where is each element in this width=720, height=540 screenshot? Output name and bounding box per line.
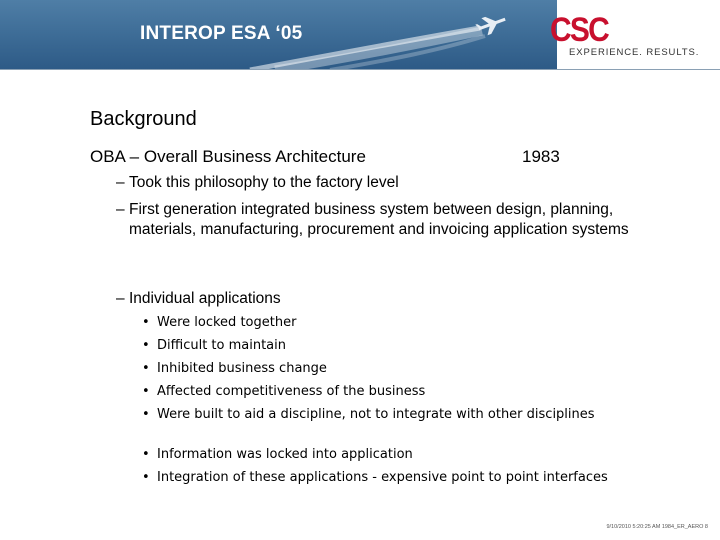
list-item bbox=[142, 383, 622, 400]
list-item bbox=[142, 314, 622, 331]
header-divider bbox=[0, 69, 720, 70]
logo-tagline: EXPERIENCE. RESULTS. bbox=[569, 47, 700, 58]
dash-marker: – bbox=[116, 174, 125, 191]
title-banner bbox=[0, 0, 557, 70]
dash-marker: – bbox=[116, 201, 125, 218]
list-item bbox=[142, 337, 622, 354]
bullet-marker: • bbox=[142, 315, 150, 330]
list-item bbox=[142, 406, 622, 423]
dash-item-text: Took this philosophy to the factory level bbox=[129, 174, 399, 191]
list-item bbox=[142, 446, 622, 463]
presentation-title: INTEROP ESA ‘05 bbox=[140, 23, 303, 44]
dash-item-text: Individual applications bbox=[129, 290, 281, 307]
list-item-text: Inhibited business change bbox=[157, 361, 327, 376]
list-item-text: Information was locked into application bbox=[157, 447, 413, 462]
slide-footer: 9/10/2010 5:20:25 AM 1984_ER_AERO 8 bbox=[606, 524, 708, 530]
extra-bullet-list bbox=[142, 446, 622, 492]
dash-marker: – bbox=[116, 290, 125, 307]
list-item-text: Integration of these applications - expensive point to point interfaces bbox=[157, 470, 608, 485]
dash-item-text: First generation integrated business system between design, planning, materials, manufacturing, procurement and invoicing application systems bbox=[129, 201, 629, 238]
oba-line bbox=[90, 147, 590, 167]
csc-logo-wordmark: CSC bbox=[550, 11, 610, 49]
dash-item bbox=[116, 200, 636, 240]
slide-heading: Background bbox=[90, 108, 197, 130]
list-item-text: Were built to aid a discipline, not to integrate with other disciplines bbox=[157, 407, 595, 422]
bullet-marker: • bbox=[142, 470, 150, 485]
slide-header bbox=[0, 0, 720, 70]
list-item bbox=[142, 360, 622, 377]
dash-item bbox=[116, 289, 636, 309]
dash-item bbox=[116, 173, 636, 193]
bullet-marker: • bbox=[142, 361, 150, 376]
oba-label: OBA – Overall Business Architecture bbox=[90, 147, 366, 166]
sub-bullet-list bbox=[142, 314, 622, 429]
oba-year: 1983 bbox=[522, 147, 560, 166]
list-item-text: Difficult to maintain bbox=[157, 338, 286, 353]
bullet-marker: • bbox=[142, 384, 150, 399]
bullet-marker: • bbox=[142, 407, 150, 422]
bullet-marker: • bbox=[142, 447, 150, 462]
list-item-text: Affected competitiveness of the business bbox=[157, 384, 426, 399]
list-item bbox=[142, 469, 622, 486]
list-item-text: Were locked together bbox=[157, 315, 297, 330]
bullet-marker: • bbox=[142, 338, 150, 353]
